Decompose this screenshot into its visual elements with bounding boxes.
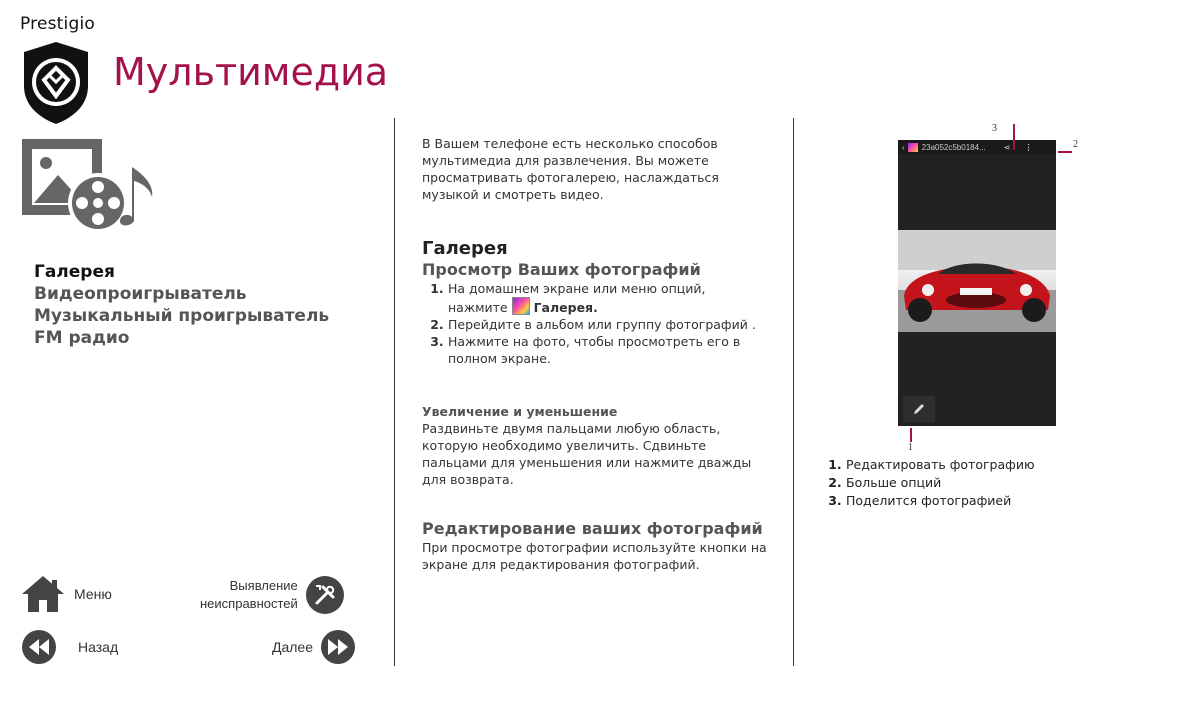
toc-item-gallery[interactable]: Галерея — [34, 262, 115, 282]
gallery-thumb-icon — [908, 143, 918, 152]
section-toc — [34, 261, 329, 349]
edit-heading: Редактирование ваших фотографий — [422, 519, 763, 538]
view-photos-heading: Просмотр Ваших фотографий — [422, 260, 701, 279]
toc-item-music-player[interactable]: Музыкальный проигрыватель — [34, 306, 330, 326]
phone-screenshot — [898, 140, 1056, 426]
toc-item-video-player[interactable]: Видеопроигрыватель — [34, 284, 247, 304]
rewind-icon — [22, 630, 56, 664]
step-item: 2. Перейдите в альбом или группу фотографий . — [448, 316, 772, 333]
edit-section — [422, 519, 772, 573]
menu-button[interactable] — [20, 574, 112, 614]
callout-3-line — [1013, 124, 1015, 150]
back-label: Назад — [78, 639, 119, 655]
step-item: 3. Нажмите на фото, чтобы просмотреть его в полном экране. — [448, 333, 772, 367]
page-title: Мультимедиа — [113, 50, 389, 94]
callout-legend — [820, 456, 1080, 510]
legend-item: 3. Поделится фотографией — [846, 492, 1080, 510]
column-divider-right — [793, 118, 794, 666]
home-icon — [20, 574, 66, 614]
edit-photo-button[interactable] — [903, 396, 935, 422]
legend-item: 1. Редактировать фотографию — [846, 456, 1080, 474]
callout-1-number: 1 — [908, 442, 913, 453]
callout-2-number: 2 — [1073, 139, 1078, 150]
brand-name: Prestigio — [20, 14, 95, 34]
troubleshoot-button[interactable] — [200, 576, 344, 614]
multimedia-section-icon — [20, 137, 160, 237]
share-icon[interactable]: ⋖ — [1003, 142, 1011, 152]
photo-filename: 23a052c5b0184... — [921, 142, 986, 152]
legend-item: 2. Больше опций — [846, 474, 1080, 492]
callout-1-line — [910, 428, 912, 442]
step-1-line2: нажмите — [448, 300, 508, 315]
intro-paragraph: В Вашем телефоне есть несколько способов мультимедиа для развлечения. Вы можете просматривать фотогалерею, наслаждаться музыкой и смотреть видео. — [422, 136, 719, 202]
step-1-gallery-label: Галерея. — [533, 300, 598, 315]
step-1-line1: На домашнем экране или меню опций, — [448, 281, 706, 296]
gallery-heading: Галерея — [422, 238, 508, 259]
troubleshoot-label-line2: неисправностей — [200, 596, 298, 611]
step-item — [448, 280, 772, 316]
gallery-section — [422, 238, 772, 367]
zoom-heading: Увеличение и уменьшение — [422, 404, 618, 419]
next-button[interactable] — [272, 630, 355, 664]
next-label: Далее — [272, 639, 314, 655]
zoom-text: Раздвиньте двумя пальцами любую область, которую необходимо увеличить. Сдвиньте пальцами для уменьшения или нажмите дважды для возврата. — [422, 421, 752, 487]
edit-text: При просмотре фотографии используйте кнопки на экране для редактирования фотографий. — [422, 540, 767, 572]
back-button[interactable] — [22, 630, 118, 664]
zoom-section — [422, 403, 772, 488]
pencil-icon — [912, 402, 926, 416]
view-steps-list — [422, 280, 772, 367]
prestigio-logo-icon — [20, 40, 92, 126]
menu-label: Меню — [74, 586, 112, 602]
more-options-icon[interactable]: ⋮ — [1024, 142, 1033, 152]
callout-2-line — [1058, 151, 1072, 153]
toc-item-fm-radio[interactable]: FM радио — [34, 328, 130, 348]
back-chevron-icon: ‹ — [902, 142, 905, 152]
tools-icon — [306, 576, 344, 614]
column-divider-left — [394, 118, 395, 666]
gallery-app-icon — [512, 297, 530, 315]
troubleshoot-label-line1: Выявление — [229, 578, 298, 593]
photo-red-car — [898, 230, 1056, 332]
callout-3-number: 3 — [992, 123, 997, 134]
phone-action-bar — [898, 140, 1056, 154]
fast-forward-icon — [321, 630, 355, 664]
